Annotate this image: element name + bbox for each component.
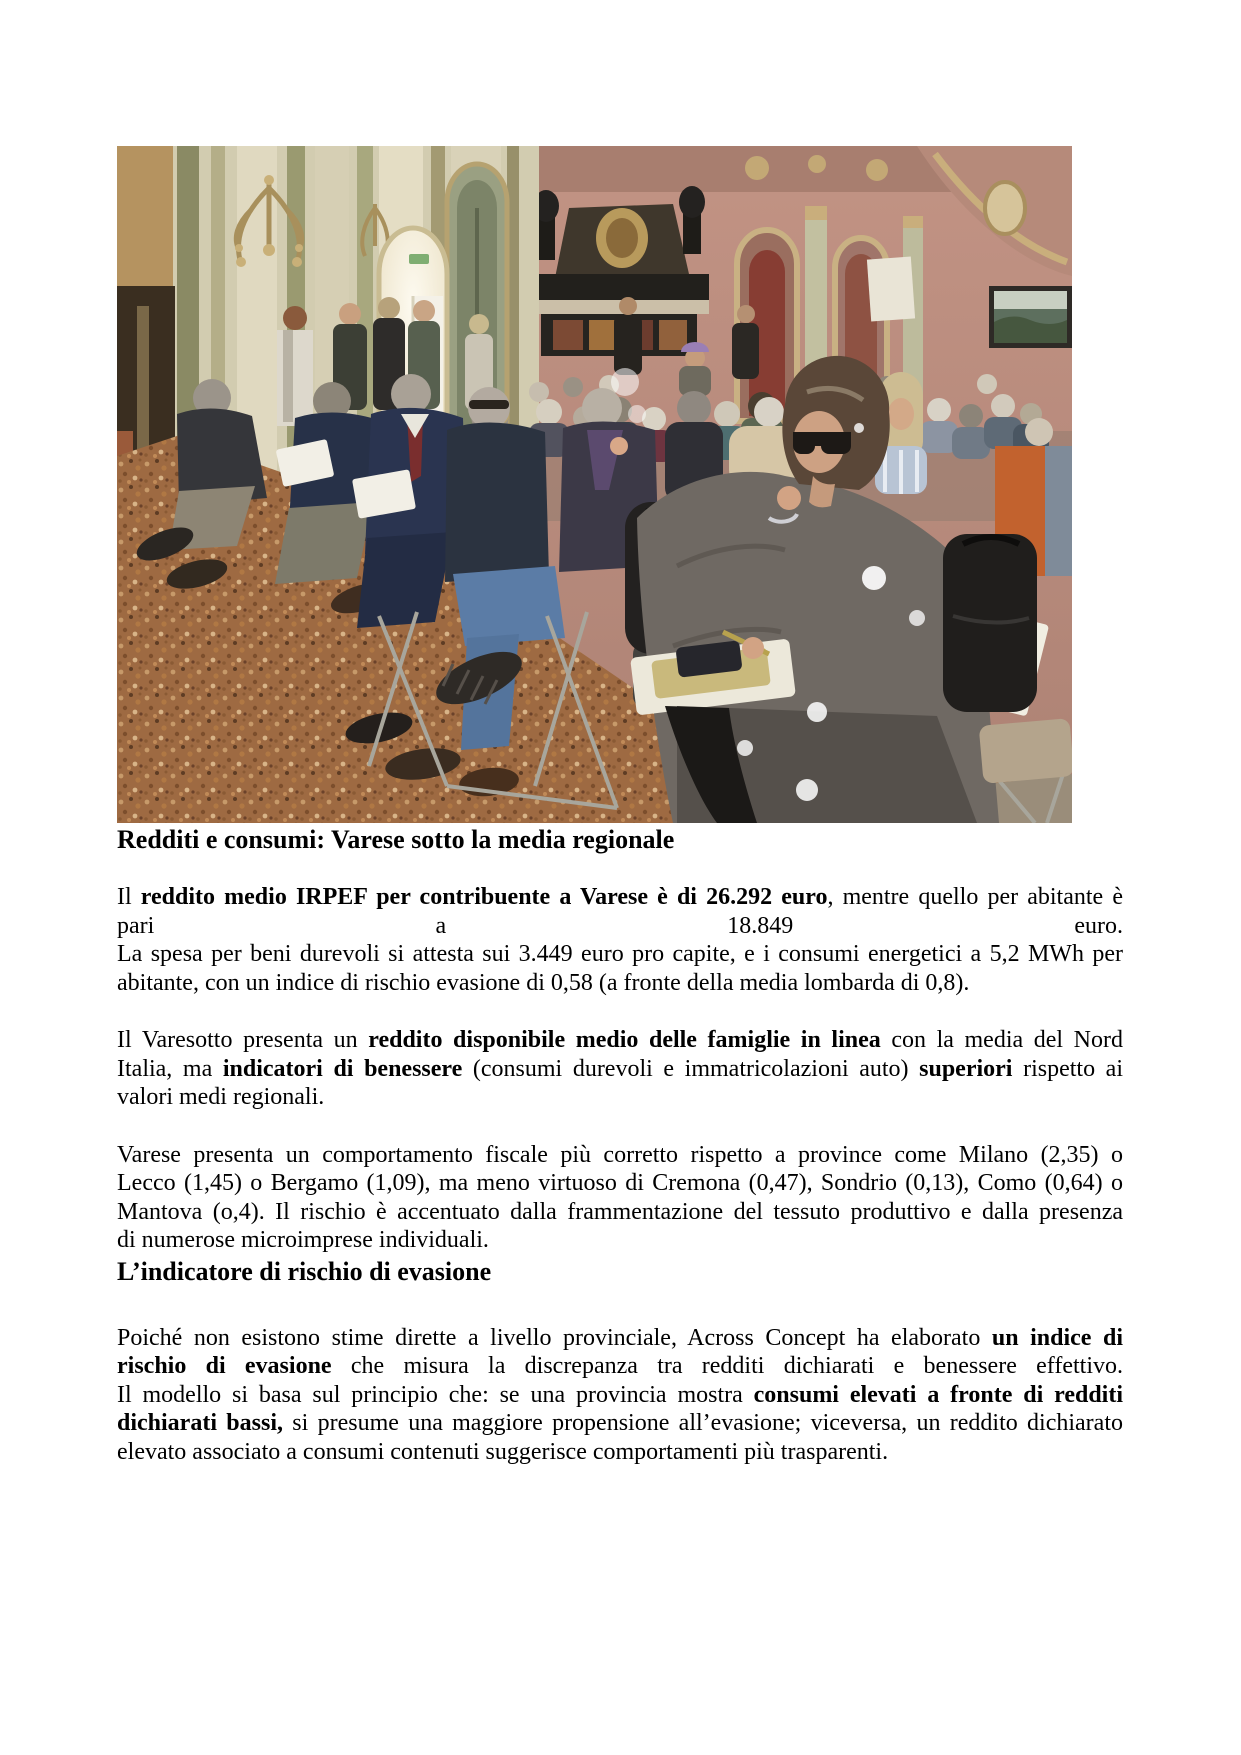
text-line: Mantova (o,4). Il rischio è accentuato dalla frammentazione del tessuto produttivo e dalla presenza	[117, 1198, 1123, 1225]
conference-photo-illustration	[117, 146, 1072, 823]
text-line: dichiarati bassi, si presume una maggiore propensione all’evasione; viceversa, un reddito dichiarato	[117, 1410, 1123, 1436]
section-heading-redditi-e-consumi: Redditi e consumi: Varese sotto la media regionale	[117, 825, 675, 854]
page-content	[117, 146, 1123, 1466]
section-heading-indicatore-rischio: L’indicatore di rischio di evasione	[117, 1256, 492, 1286]
text-line: Il Varesotto presenta un reddito disponibile medio delle famiglie in linea con la media del Nord	[117, 1027, 1124, 1053]
purple-hat-lady	[679, 342, 711, 396]
text-line: Lecco (1,45) o Bergamo (1,09), ma meno virtuoso di Cremona (0,47), Sondrio (0,13), Como (0,64) o	[117, 1170, 1123, 1196]
text-line: elevato associato a consumi contenuti suggerisce comportamenti più trasparenti.	[117, 1438, 889, 1465]
paragraph-comportamento-fiscale	[117, 1141, 1123, 1255]
tv-screen	[989, 286, 1072, 348]
conference-photo	[117, 146, 1072, 823]
text-line: rischio di evasione che misura la discrepanza tra redditi dichiarati e benessere effettivo.	[117, 1353, 1123, 1379]
text-line: valori medi regionali.	[117, 1084, 325, 1110]
text-line: Il modello si basa sul principio che: se una provincia mostra consumi elevati a fronte di redditi	[117, 1381, 1124, 1408]
text-line: Varese presenta un comportamento fiscale più corretto rispetto a province come Milano (2,35) o	[117, 1141, 1123, 1168]
text-line: Italia, ma indicatori di benessere (consumi durevoli e immatricolazioni auto) superiori rispetto ai	[117, 1055, 1123, 1082]
paragraph-varesotto	[117, 1026, 1123, 1112]
white-panel	[867, 257, 915, 322]
text-line: abitante, con un indice di rischio evasione di 0,58 (a fronte della media lombarda di 0,8).	[117, 969, 970, 996]
text-line: Il reddito medio IRPEF per contribuente a Varese è di 26.292 euro, mentre quello per abitante è	[117, 884, 1123, 910]
text-line: La spesa per beni durevoli si attesta sui 3.449 euro pro capite, e i consumi energetici a 5,2 MWh per	[117, 941, 1123, 967]
text-line: di numerose microimprese individuali.	[117, 1227, 489, 1253]
text-line: Poiché non esistono stime dirette a livello provinciale, Across Concept ha elaborato un indice di	[117, 1324, 1124, 1351]
paragraph-indice-rischio	[117, 1324, 1123, 1467]
paragraph-reddito-medio	[117, 883, 1123, 997]
text-line: pari a 18.849 euro.	[117, 912, 1123, 939]
